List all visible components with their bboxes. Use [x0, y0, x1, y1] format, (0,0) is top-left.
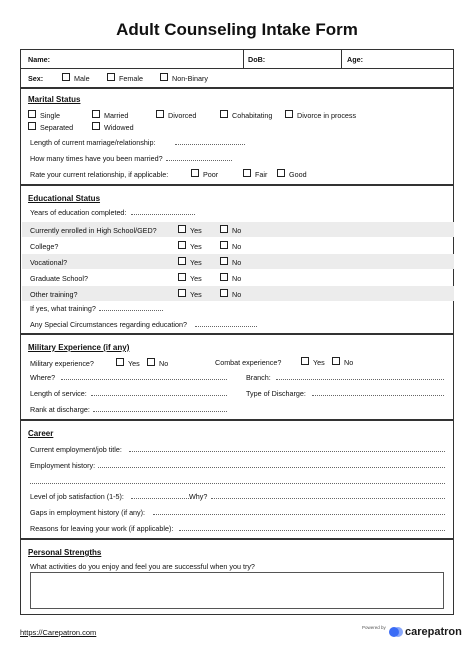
activities-label: What activities do you enjoy and feel you are successful when you try? — [30, 562, 255, 571]
job-satisfaction-field[interactable] — [131, 498, 191, 499]
job-title-label: Current employment/job title: — [30, 445, 122, 454]
separated-checkbox[interactable] — [28, 122, 36, 130]
section-heading: Career — [28, 429, 54, 438]
employment-history-field-continued[interactable] — [30, 483, 445, 484]
yes-checkbox[interactable] — [178, 289, 186, 297]
employment-history-label: Employment history: — [30, 461, 96, 470]
rate-good-checkbox[interactable] — [277, 169, 285, 177]
education-row-label: Currently enrolled in High School/GED? — [30, 226, 157, 235]
section-heading: Educational Status — [28, 194, 101, 203]
yes-label: Yes — [128, 359, 140, 368]
military-section — [20, 334, 454, 420]
sex-male-checkbox[interactable] — [62, 73, 70, 81]
service-length-field[interactable] — [91, 395, 227, 396]
branch-field[interactable] — [276, 379, 444, 380]
carepatron-link[interactable]: https://Carepatron.com — [20, 628, 97, 637]
personal-strengths-section — [20, 539, 454, 615]
education-row-label: Vocational? — [30, 258, 68, 267]
education-row-label: College? — [30, 242, 59, 251]
option-label: Single — [40, 111, 60, 120]
education-row-label: Other training? — [30, 290, 78, 299]
married-checkbox[interactable] — [92, 110, 100, 118]
leaving-reasons-label: Reasons for leaving your work (if applicable): — [30, 524, 174, 533]
option-label: Widowed — [104, 123, 134, 132]
personal-info-section — [20, 49, 454, 88]
discharge-type-label: Type of Discharge: — [246, 389, 306, 398]
divider — [243, 50, 244, 68]
rate-option-label: Good — [289, 170, 307, 179]
divider — [341, 50, 342, 68]
carepatron-logo-text: carepatron — [405, 626, 462, 638]
yes-label: Yes — [190, 242, 202, 251]
cohabitating-checkbox[interactable] — [220, 110, 228, 118]
option-label: Divorced — [168, 111, 197, 120]
age-label: Age: — [347, 55, 363, 64]
no-label: No — [232, 290, 242, 299]
no-label: No — [159, 359, 169, 368]
training-field[interactable] — [99, 310, 163, 311]
no-checkbox[interactable] — [220, 273, 228, 281]
yes-label: Yes — [190, 258, 202, 267]
relationship-length-field[interactable] — [175, 144, 245, 145]
rank-label: Rank at discharge: — [30, 405, 90, 414]
service-length-label: Length of service: — [30, 389, 87, 398]
discharge-type-field[interactable] — [312, 395, 444, 396]
education-section — [20, 185, 454, 334]
sex-label: Sex: — [28, 74, 44, 83]
no-checkbox[interactable] — [220, 289, 228, 297]
sex-option-label: Male — [74, 74, 90, 83]
where-label: Where? — [30, 373, 56, 382]
no-checkbox[interactable] — [220, 225, 228, 233]
yes-checkbox[interactable] — [178, 257, 186, 265]
education-row-label: Graduate School? — [30, 274, 88, 283]
employment-gaps-field[interactable] — [153, 514, 445, 515]
relationship-length-label: Length of current marriage/relationship: — [30, 138, 156, 147]
yes-checkbox[interactable] — [178, 225, 186, 233]
rank-field[interactable] — [93, 411, 227, 412]
military-experience-label: Military experience? — [30, 359, 94, 368]
name-label: Name: — [28, 55, 50, 64]
rate-relationship-label: Rate your current relationship, if applicable: — [30, 170, 169, 179]
sex-nonbinary-checkbox[interactable] — [160, 73, 168, 81]
option-label: Married — [104, 111, 129, 120]
rate-option-label: Fair — [255, 170, 268, 179]
sex-female-checkbox[interactable] — [107, 73, 115, 81]
times-married-field[interactable] — [166, 160, 232, 161]
where-field[interactable] — [61, 379, 227, 380]
education-years-label: Years of education completed: — [30, 208, 127, 217]
no-label: No — [232, 274, 242, 283]
job-satisfaction-label: Level of job satisfaction (1-5): — [30, 492, 124, 501]
divorced-checkbox[interactable] — [156, 110, 164, 118]
yes-label: Yes — [190, 290, 202, 299]
combat-experience-label: Combat experience? — [215, 358, 282, 367]
no-checkbox[interactable] — [220, 257, 228, 265]
training-label: If yes, what training? — [30, 304, 96, 313]
no-label: No — [232, 258, 242, 267]
branch-label: Branch: — [246, 373, 271, 382]
combat-yes-checkbox[interactable] — [301, 357, 309, 365]
rate-fair-checkbox[interactable] — [243, 169, 251, 177]
job-title-field[interactable] — [129, 451, 445, 452]
section-heading: Personal Strengths — [28, 548, 102, 557]
section-heading: Military Experience (if any) — [28, 343, 130, 352]
sex-option-label: Female — [119, 74, 143, 83]
yes-label: Yes — [313, 358, 325, 367]
no-checkbox[interactable] — [220, 241, 228, 249]
military-yes-checkbox[interactable] — [116, 358, 124, 366]
marital-status-section — [20, 88, 454, 185]
widowed-checkbox[interactable] — [92, 122, 100, 130]
leaving-reasons-field[interactable] — [179, 530, 445, 531]
military-no-checkbox[interactable] — [147, 358, 155, 366]
yes-label: Yes — [190, 226, 202, 235]
rate-option-label: Poor — [203, 170, 219, 179]
yes-label: Yes — [190, 274, 202, 283]
education-years-field[interactable] — [131, 214, 195, 215]
special-circumstances-label: Any Special Circumstances regarding education? — [30, 320, 188, 329]
carepatron-logo-icon — [389, 625, 403, 639]
powered-by-label: Powered by — [362, 625, 386, 630]
no-label: No — [232, 226, 242, 235]
option-label: Divorce in process — [297, 111, 357, 120]
no-label: No — [344, 358, 354, 367]
single-checkbox[interactable] — [28, 110, 36, 118]
why-field[interactable] — [211, 498, 445, 499]
times-married-label: How many times have you been married? — [30, 154, 163, 163]
option-label: Cohabitating — [232, 111, 273, 120]
special-circumstances-field[interactable] — [195, 326, 257, 327]
divorce-in-process-checkbox[interactable] — [285, 110, 293, 118]
why-label: Why? — [189, 492, 208, 501]
yes-checkbox[interactable] — [178, 273, 186, 281]
divider — [21, 68, 453, 69]
combat-no-checkbox[interactable] — [332, 357, 340, 365]
activities-textarea[interactable] — [30, 572, 444, 609]
section-heading: Marital Status — [28, 95, 81, 104]
employment-history-field[interactable] — [98, 467, 445, 468]
form-title: Adult Counseling Intake Form — [116, 20, 358, 39]
option-label: Separated — [40, 123, 74, 132]
career-section — [20, 420, 454, 539]
sex-option-label: Non-Binary — [172, 74, 208, 83]
yes-checkbox[interactable] — [178, 241, 186, 249]
rate-poor-checkbox[interactable] — [191, 169, 199, 177]
employment-gaps-label: Gaps in employment history (if any): — [30, 508, 146, 517]
dob-label: DoB: — [248, 55, 266, 64]
carepatron-logo — [389, 623, 462, 641]
no-label: No — [232, 242, 242, 251]
